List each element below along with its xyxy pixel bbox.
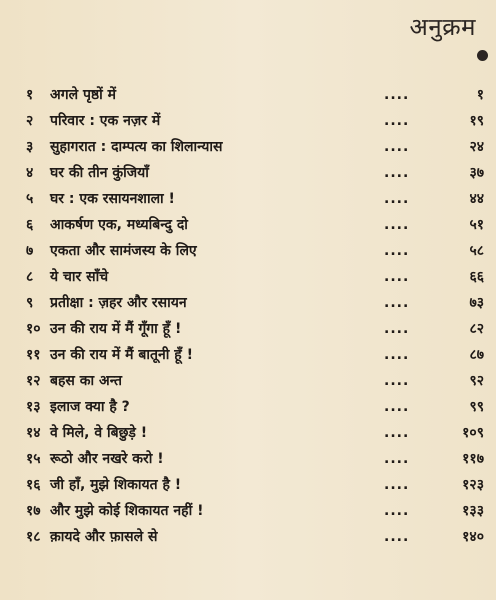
toc-entry	[0, 316, 496, 342]
entry-title: घर की तीन कुंजियाँ	[50, 165, 149, 181]
entry-number: ३	[26, 139, 34, 155]
entry-page-number: २४	[469, 139, 484, 155]
entry-leader-dots: ....	[384, 321, 410, 337]
toc-entry	[0, 342, 496, 368]
toc-entry	[0, 212, 496, 238]
entry-title: बहस का अन्त	[50, 373, 123, 389]
entry-leader-dots: ....	[384, 243, 410, 259]
entry-number: १७	[26, 503, 41, 519]
entry-leader-dots: ....	[384, 425, 410, 441]
entry-page-number: ९२	[469, 373, 484, 389]
entry-title: ये चार साँचे	[50, 269, 109, 285]
entry-page-number: ७३	[469, 295, 484, 311]
toc-entry	[0, 498, 496, 524]
toc-entry	[0, 134, 496, 160]
entry-page-number: १३३	[462, 503, 484, 519]
entry-page-number: १९	[469, 113, 484, 129]
toc-entry	[0, 290, 496, 316]
entry-page-number: ११७	[462, 451, 484, 467]
entry-leader-dots: ....	[384, 503, 410, 519]
toc-entry	[0, 394, 496, 420]
entry-leader-dots: ....	[384, 139, 410, 155]
toc-entry	[0, 264, 496, 290]
entry-leader-dots: ....	[384, 399, 410, 415]
page-title: अनुक्रम	[409, 13, 476, 41]
toc-entry	[0, 82, 496, 108]
entry-leader-dots: ....	[384, 295, 410, 311]
entry-leader-dots: ....	[384, 477, 410, 493]
entry-number: १४	[26, 425, 41, 441]
entry-number: १८	[26, 529, 41, 545]
toc-entry	[0, 368, 496, 394]
entry-number: ५	[26, 191, 34, 207]
entry-page-number: ६६	[469, 269, 484, 285]
entry-leader-dots: ....	[384, 217, 410, 233]
entry-page-number: ३७	[469, 165, 484, 181]
entry-number: १०	[26, 321, 41, 337]
entry-number: ११	[26, 347, 41, 363]
toc-entry	[0, 446, 496, 472]
toc-entry	[0, 160, 496, 186]
entry-title: एकता और सामंजस्य के लिए	[50, 243, 197, 259]
entry-number: ८	[26, 269, 34, 285]
entry-number: ९	[26, 295, 34, 311]
entry-leader-dots: ....	[384, 373, 410, 389]
entry-number: ७	[26, 243, 34, 259]
entry-page-number: १	[476, 87, 484, 103]
entry-page-number: १४०	[462, 529, 484, 545]
entry-number: २	[26, 113, 34, 129]
toc-entry	[0, 186, 496, 212]
entry-title: इलाज क्या है ?	[50, 399, 130, 415]
entry-page-number: ४४	[469, 191, 484, 207]
entry-leader-dots: ....	[384, 269, 410, 285]
entry-title: वे मिले, वे बिछुड़े !	[50, 425, 148, 441]
entry-leader-dots: ....	[384, 529, 410, 545]
entry-leader-dots: ....	[384, 347, 410, 363]
toc-entry	[0, 524, 496, 550]
entry-number: १६	[26, 477, 41, 493]
entry-title: जी हाँ, मुझे शिकायत है !	[50, 477, 182, 493]
entry-number: ६	[26, 217, 34, 233]
entry-leader-dots: ....	[384, 165, 410, 181]
entry-number: ४	[26, 165, 34, 181]
entry-number: १	[26, 87, 34, 103]
entry-title: रूठो और नखरे करो !	[50, 451, 164, 467]
ornament-dot-icon	[477, 50, 488, 61]
entry-number: १३	[26, 399, 41, 415]
entry-leader-dots: ....	[384, 113, 410, 129]
toc-entry	[0, 108, 496, 134]
entry-leader-dots: ....	[384, 191, 410, 207]
entry-page-number: ५१	[469, 217, 484, 233]
toc-entry	[0, 420, 496, 446]
entry-leader-dots: ....	[384, 451, 410, 467]
entry-title: परिवार : एक नज़र में	[50, 113, 161, 129]
entry-title: अगले पृष्ठों में	[50, 87, 117, 103]
entry-title: सुहागरात : दाम्पत्य का शिलान्यास	[50, 139, 223, 155]
entry-title: घर : एक रसायनशाला !	[50, 191, 175, 207]
toc-entry	[0, 238, 496, 264]
entry-leader-dots: ....	[384, 87, 410, 103]
toc-entry	[0, 472, 496, 498]
entry-page-number: १२३	[462, 477, 484, 493]
entry-page-number: ८७	[469, 347, 484, 363]
entry-page-number: ५८	[469, 243, 484, 259]
entry-page-number: १०९	[462, 425, 484, 441]
entry-title: प्रतीक्षा : ज़हर और रसायन	[50, 295, 187, 311]
entry-title: उन की राय में मैं गूँगा हूँ !	[50, 321, 182, 337]
entry-title: उन की राय में मैं बातूनी हूँ !	[50, 347, 193, 363]
entry-title: आकर्षण एक, मध्यबिन्दु दो	[50, 217, 188, 233]
entry-page-number: ९९	[469, 399, 484, 415]
entry-title: और मुझे कोई शिकायत नहीं !	[50, 503, 204, 519]
entry-title: क़ायदे और फ़ासले से	[50, 529, 158, 545]
entry-number: १५	[26, 451, 41, 467]
entry-number: १२	[26, 373, 41, 389]
entry-page-number: ८२	[469, 321, 484, 337]
